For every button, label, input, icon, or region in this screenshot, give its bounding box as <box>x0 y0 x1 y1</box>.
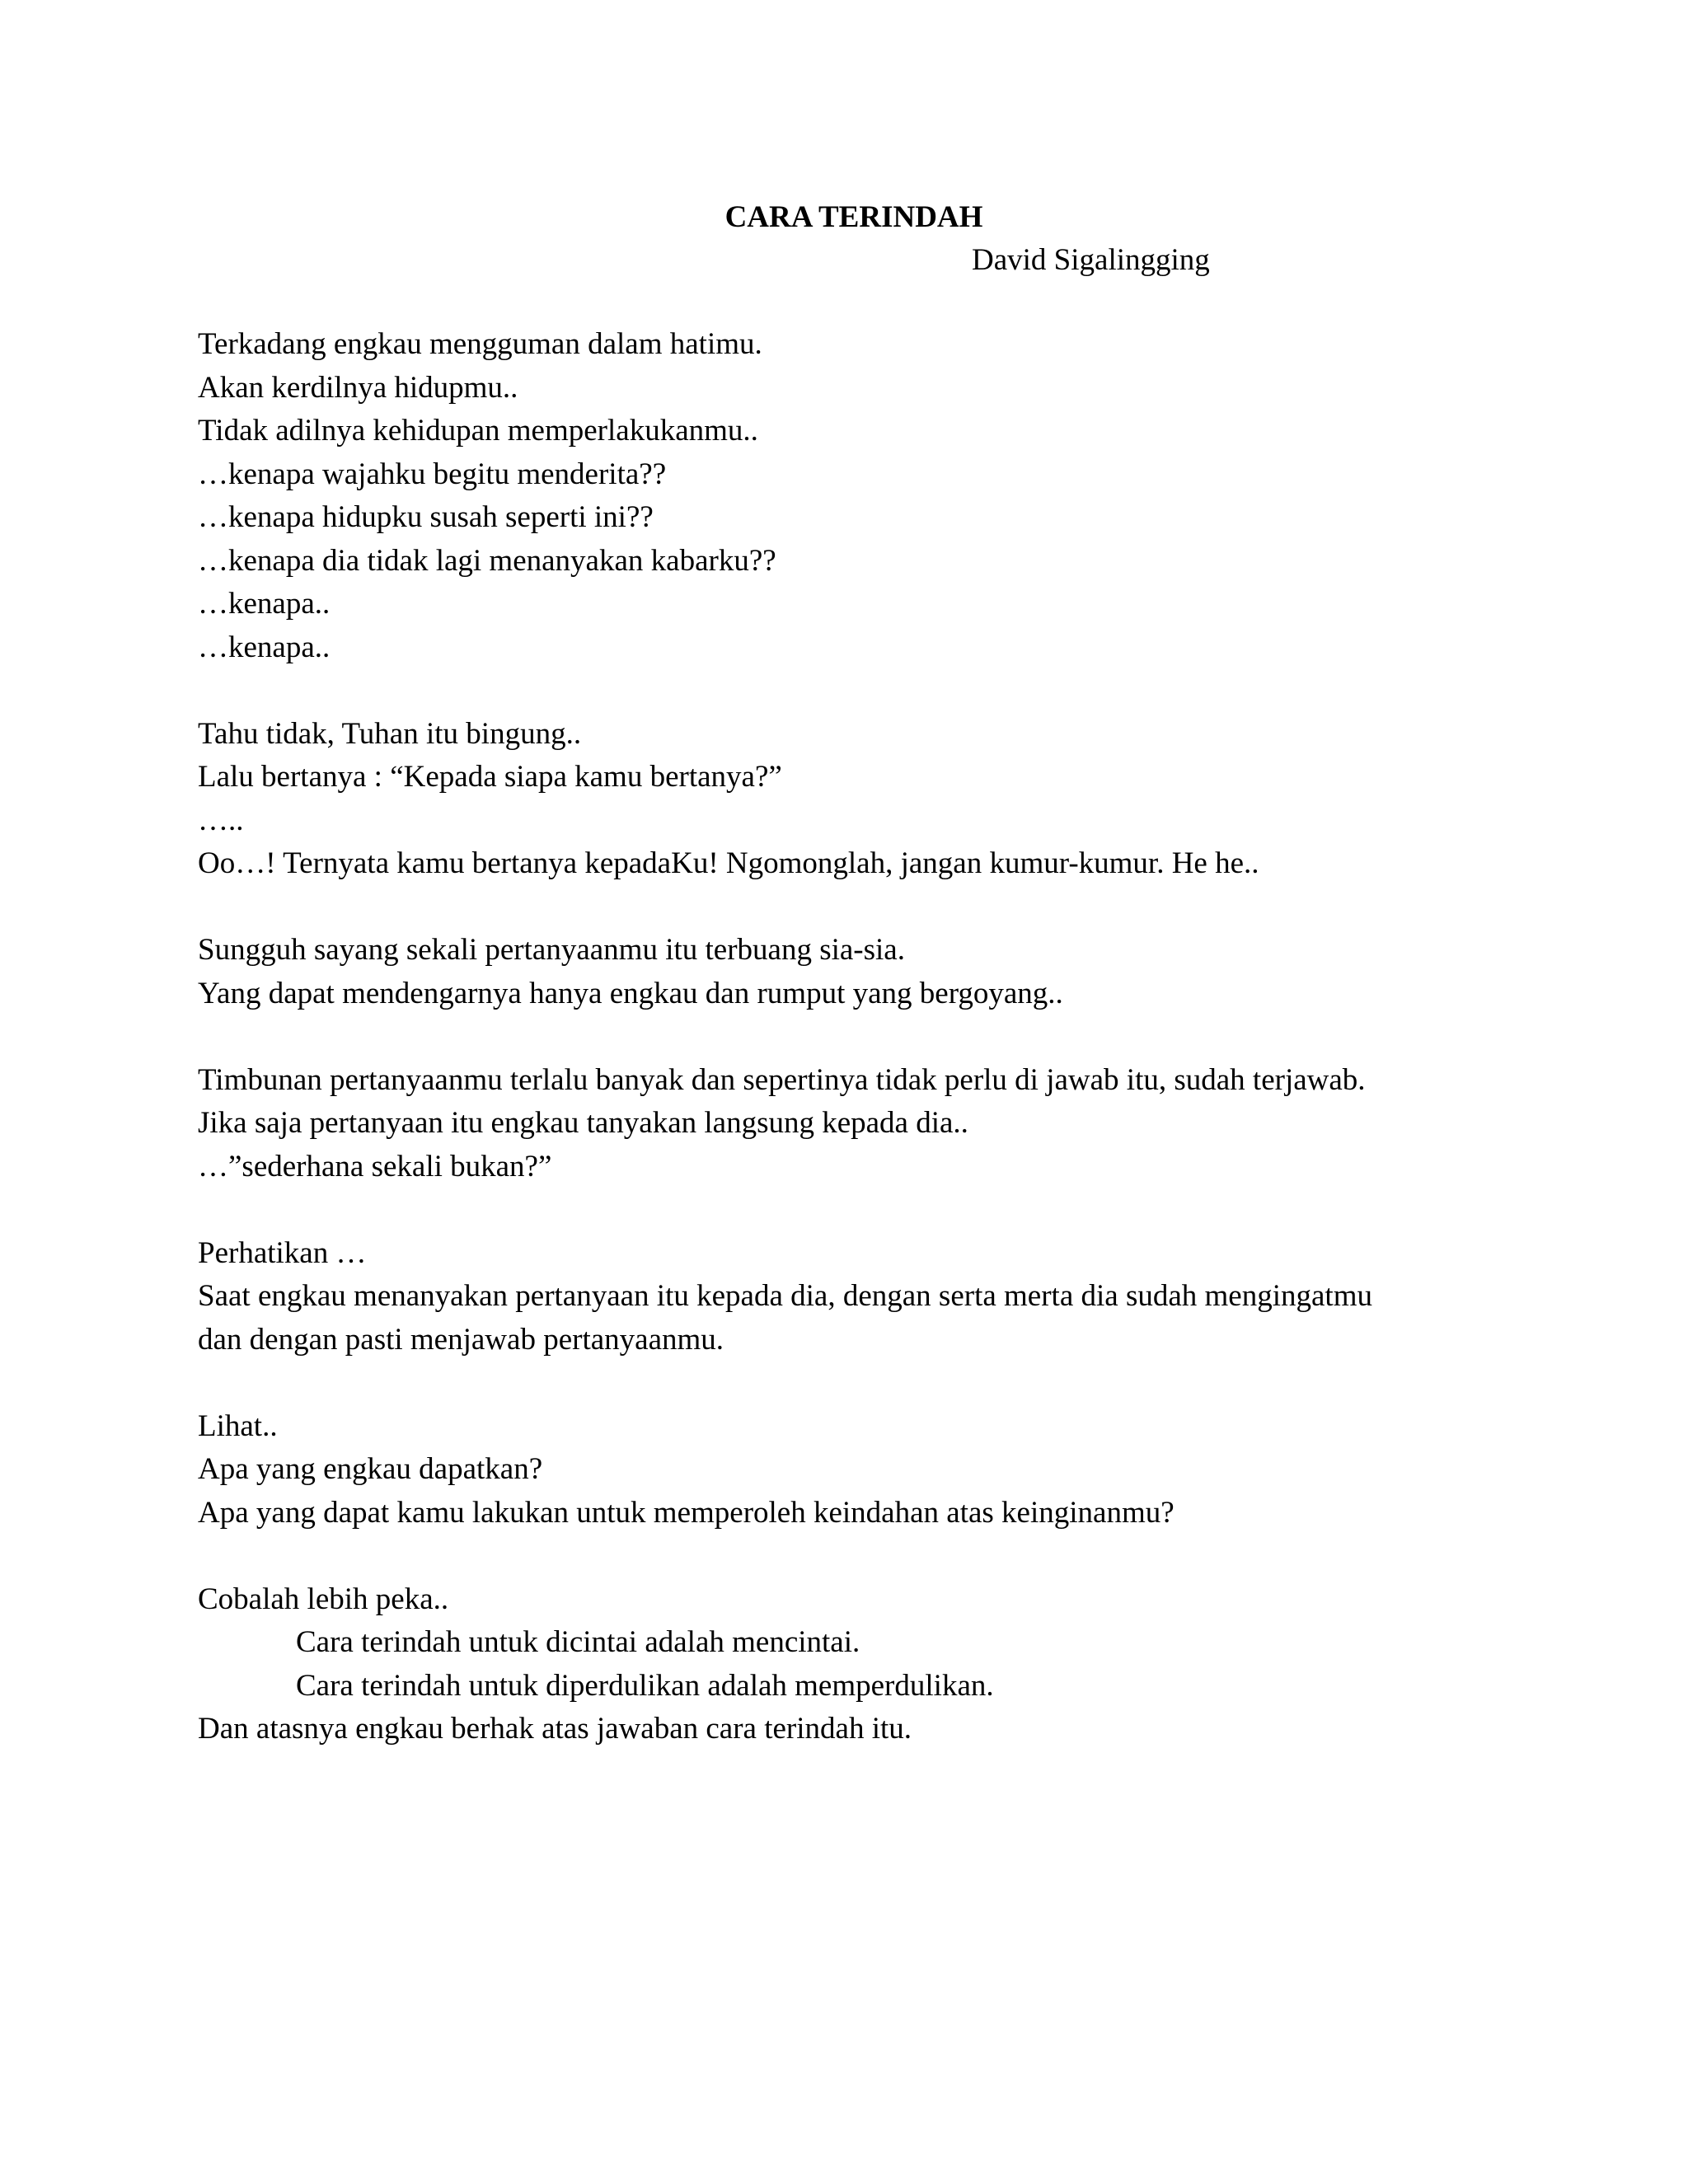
poem-line: …kenapa wajahku begitu menderita?? <box>198 457 667 491</box>
poem-body <box>198 323 1533 1794</box>
poem-line-indented: Cara terindah untuk diperdulikan adalah memperdulikan. <box>296 1668 994 1703</box>
poem-line: Oo…! Ternyata kamu bertanya kepadaKu! Ngomonglah, jangan kumur-kumur. He he.. <box>198 846 1259 880</box>
poem-line: Apa yang engkau dapatkan? <box>198 1452 543 1486</box>
poem-line: …”sederhana sekali bukan?” <box>198 1149 552 1183</box>
poem-line: Jika saja pertanyaan itu engkau tanyakan langsung kepada dia.. <box>198 1106 968 1140</box>
poem-line: Lalu bertanya : “Kepada siapa kamu bertanya?” <box>198 760 782 794</box>
poem-line: Saat engkau menanyakan pertanyaan itu kepada dia, dengan serta merta dia sudah mengingatmu <box>198 1279 1372 1313</box>
poem-line: Tidak adilnya kehidupan memperlakukanmu.. <box>198 414 758 448</box>
poem-line: …kenapa.. <box>198 630 331 664</box>
stanza-4 <box>198 1059 1533 1189</box>
poem-line: Dan atasnya engkau berhak atas jawaban cara terindah itu. <box>198 1712 912 1746</box>
poem-line-indented: Cara terindah untuk dicintai adalah mencintai. <box>296 1625 860 1659</box>
poem-line: …kenapa dia tidak lagi menanyakan kabarku?? <box>198 543 776 578</box>
poem-line: ….. <box>198 803 244 837</box>
poem-line: dan dengan pasti menjawab pertanyaanmu. <box>198 1322 724 1357</box>
stanza-1 <box>198 323 1533 669</box>
poem-line: Akan kerdilnya hidupmu.. <box>198 370 518 405</box>
poem-line: Terkadang engkau mengguman dalam hatimu. <box>198 327 762 361</box>
stanza-7 <box>198 1578 1533 1751</box>
stanza-3 <box>198 929 1533 1015</box>
poem-line: Perhatikan … <box>198 1235 367 1270</box>
poem-line: Cobalah lebih peka.. <box>198 1582 449 1616</box>
stanza-2 <box>198 713 1533 886</box>
stanza-5 <box>198 1232 1533 1362</box>
document-title: CARA TERINDAH <box>724 200 983 234</box>
poem-line: Timbunan pertanyaanmu terlalu banyak dan sepertinya tidak perlu di jawab itu, sudah terjawab. <box>198 1062 1366 1097</box>
poem-line: Apa yang dapat kamu lakukan untuk memperoleh keindahan atas keinginanmu? <box>198 1495 1175 1530</box>
poem-line: Sungguh sayang sekali pertanyaanmu itu terbuang sia-sia. <box>198 933 905 967</box>
poem-line: …kenapa.. <box>198 587 331 621</box>
poem-line: Tahu tidak, Tuhan itu bingung.. <box>198 716 582 751</box>
document-author: David Sigalingging <box>972 243 1210 277</box>
poem-line: …kenapa hidupku susah seperti ini?? <box>198 500 654 534</box>
poem-line: Lihat.. <box>198 1408 278 1443</box>
poem-line: Yang dapat mendengarnya hanya engkau dan rumput yang bergoyang.. <box>198 976 1063 1010</box>
stanza-6 <box>198 1405 1533 1535</box>
